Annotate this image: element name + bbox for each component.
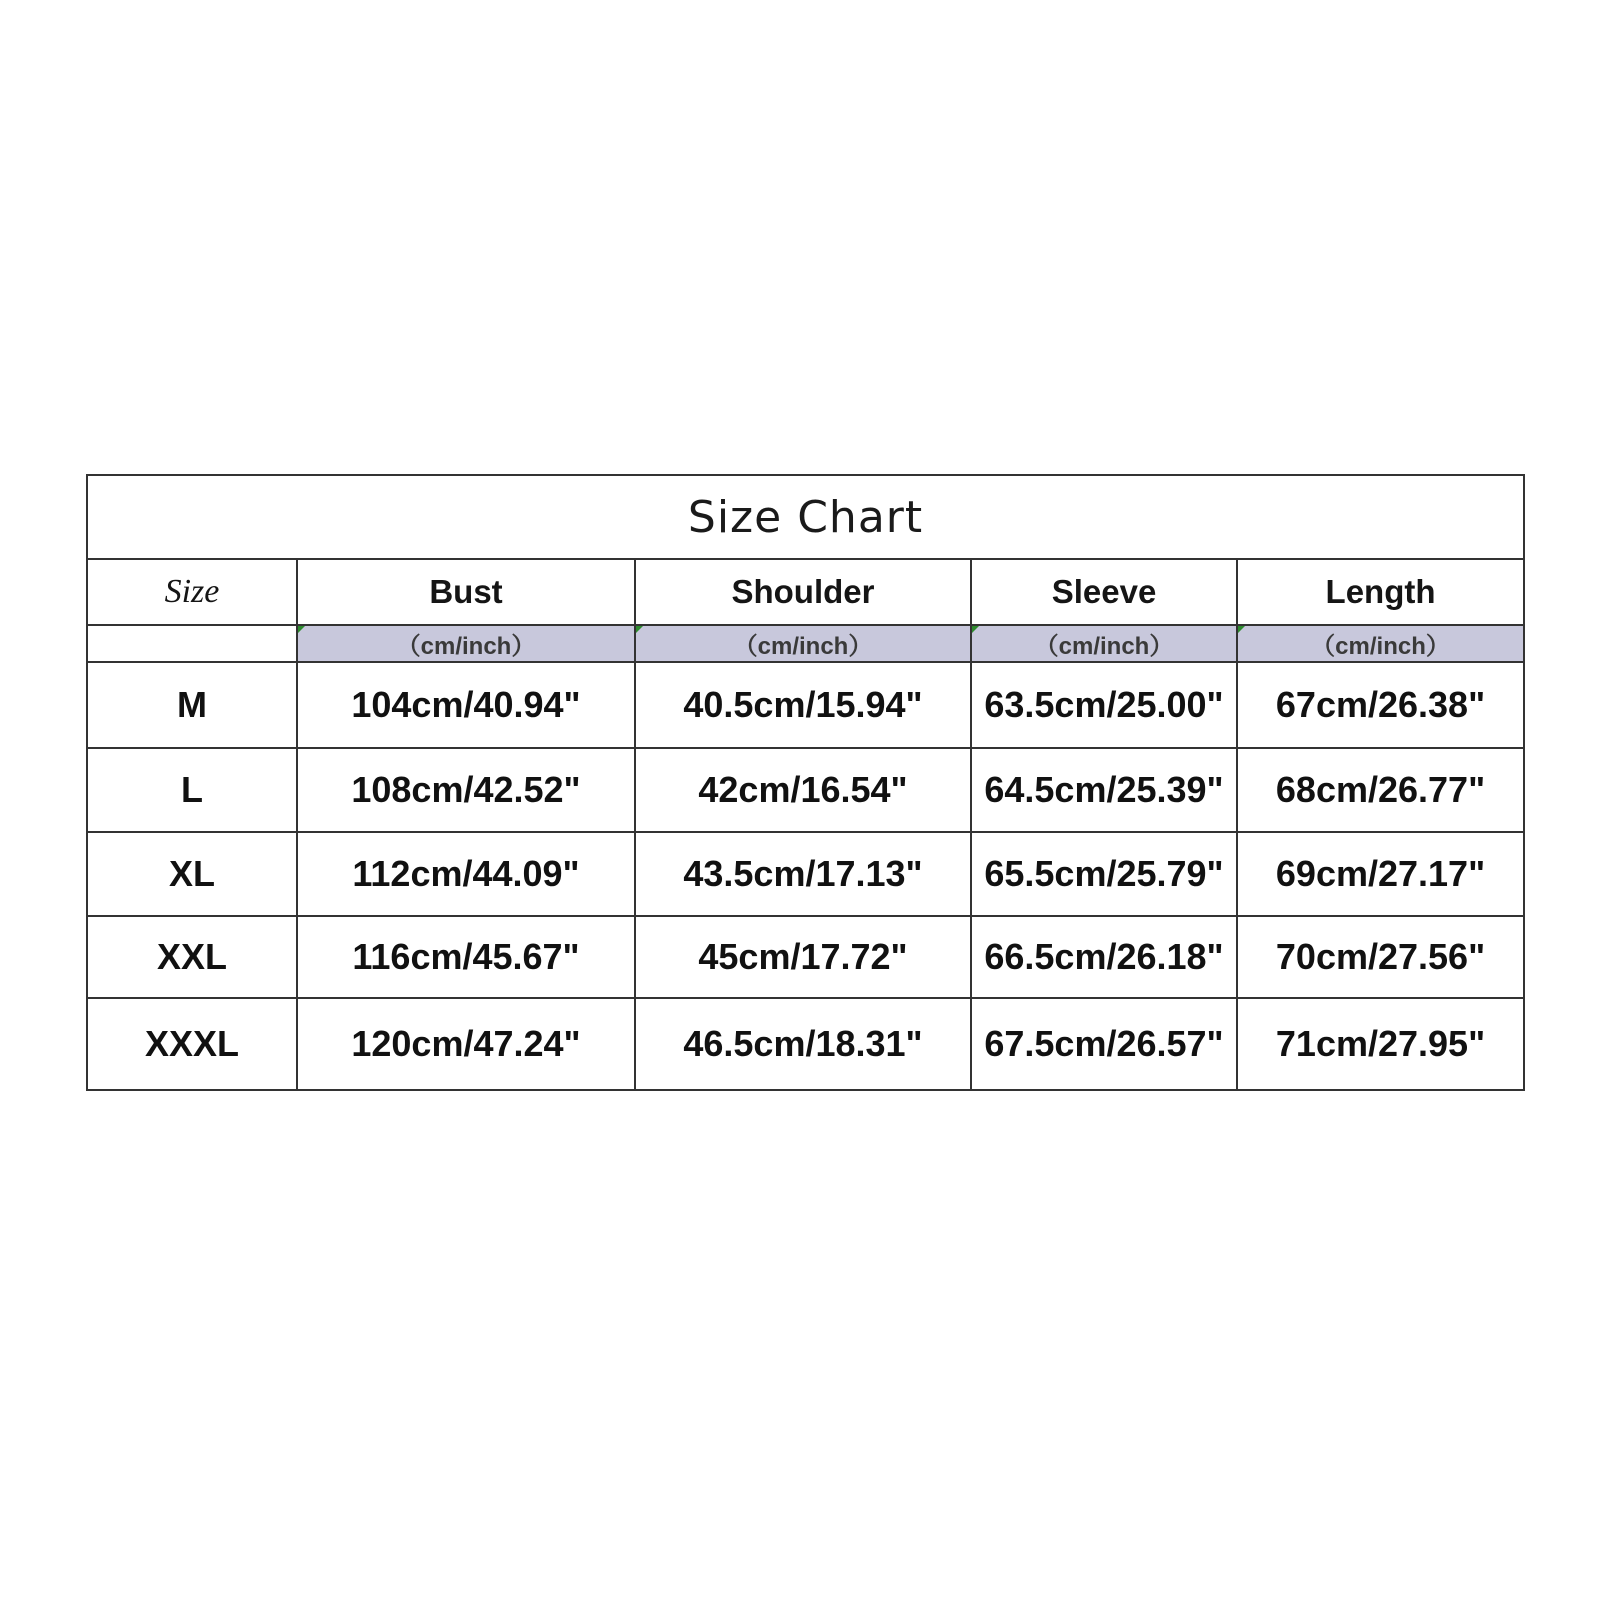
unit-blank-cell [87,625,297,662]
size-cell: XXL [87,916,297,998]
table-row [87,662,1524,748]
size-cell: XXXL [87,998,297,1090]
length-cell: 71cm/27.95" [1237,998,1524,1090]
bust-cell: 108cm/42.52" [297,748,635,832]
table-row [87,748,1524,832]
size-cell: XL [87,832,297,916]
header-sleeve: Sleeve [971,559,1237,625]
sleeve-cell: 65.5cm/25.79" [971,832,1237,916]
size-cell: L [87,748,297,832]
table-row [87,916,1524,998]
sleeve-cell: 63.5cm/25.00" [971,662,1237,748]
unit-shoulder: （cm/inch） [635,625,971,662]
unit-length: （cm/inch） [1237,625,1524,662]
bust-cell: 104cm/40.94" [297,662,635,748]
shoulder-cell: 45cm/17.72" [635,916,971,998]
header-size: Size [87,559,297,625]
shoulder-cell: 43.5cm/17.13" [635,832,971,916]
header-length: Length [1237,559,1524,625]
bust-cell: 116cm/45.67" [297,916,635,998]
unit-bust: （cm/inch） [297,625,635,662]
sleeve-cell: 67.5cm/26.57" [971,998,1237,1090]
length-cell: 70cm/27.56" [1237,916,1524,998]
size-cell: M [87,662,297,748]
shoulder-cell: 42cm/16.54" [635,748,971,832]
bust-cell: 112cm/44.09" [297,832,635,916]
table-row [87,998,1524,1090]
unit-sleeve: （cm/inch） [971,625,1237,662]
chart-title: Size Chart [87,475,1524,559]
unit-row [87,625,1524,662]
length-cell: 69cm/27.17" [1237,832,1524,916]
length-cell: 67cm/26.38" [1237,662,1524,748]
title-row [87,475,1524,559]
shoulder-cell: 40.5cm/15.94" [635,662,971,748]
header-bust: Bust [297,559,635,625]
size-chart-table [86,474,1525,1091]
bust-cell: 120cm/47.24" [297,998,635,1090]
table-row [87,832,1524,916]
shoulder-cell: 46.5cm/18.31" [635,998,971,1090]
sleeve-cell: 64.5cm/25.39" [971,748,1237,832]
header-row [87,559,1524,625]
sleeve-cell: 66.5cm/26.18" [971,916,1237,998]
header-shoulder: Shoulder [635,559,971,625]
length-cell: 68cm/26.77" [1237,748,1524,832]
